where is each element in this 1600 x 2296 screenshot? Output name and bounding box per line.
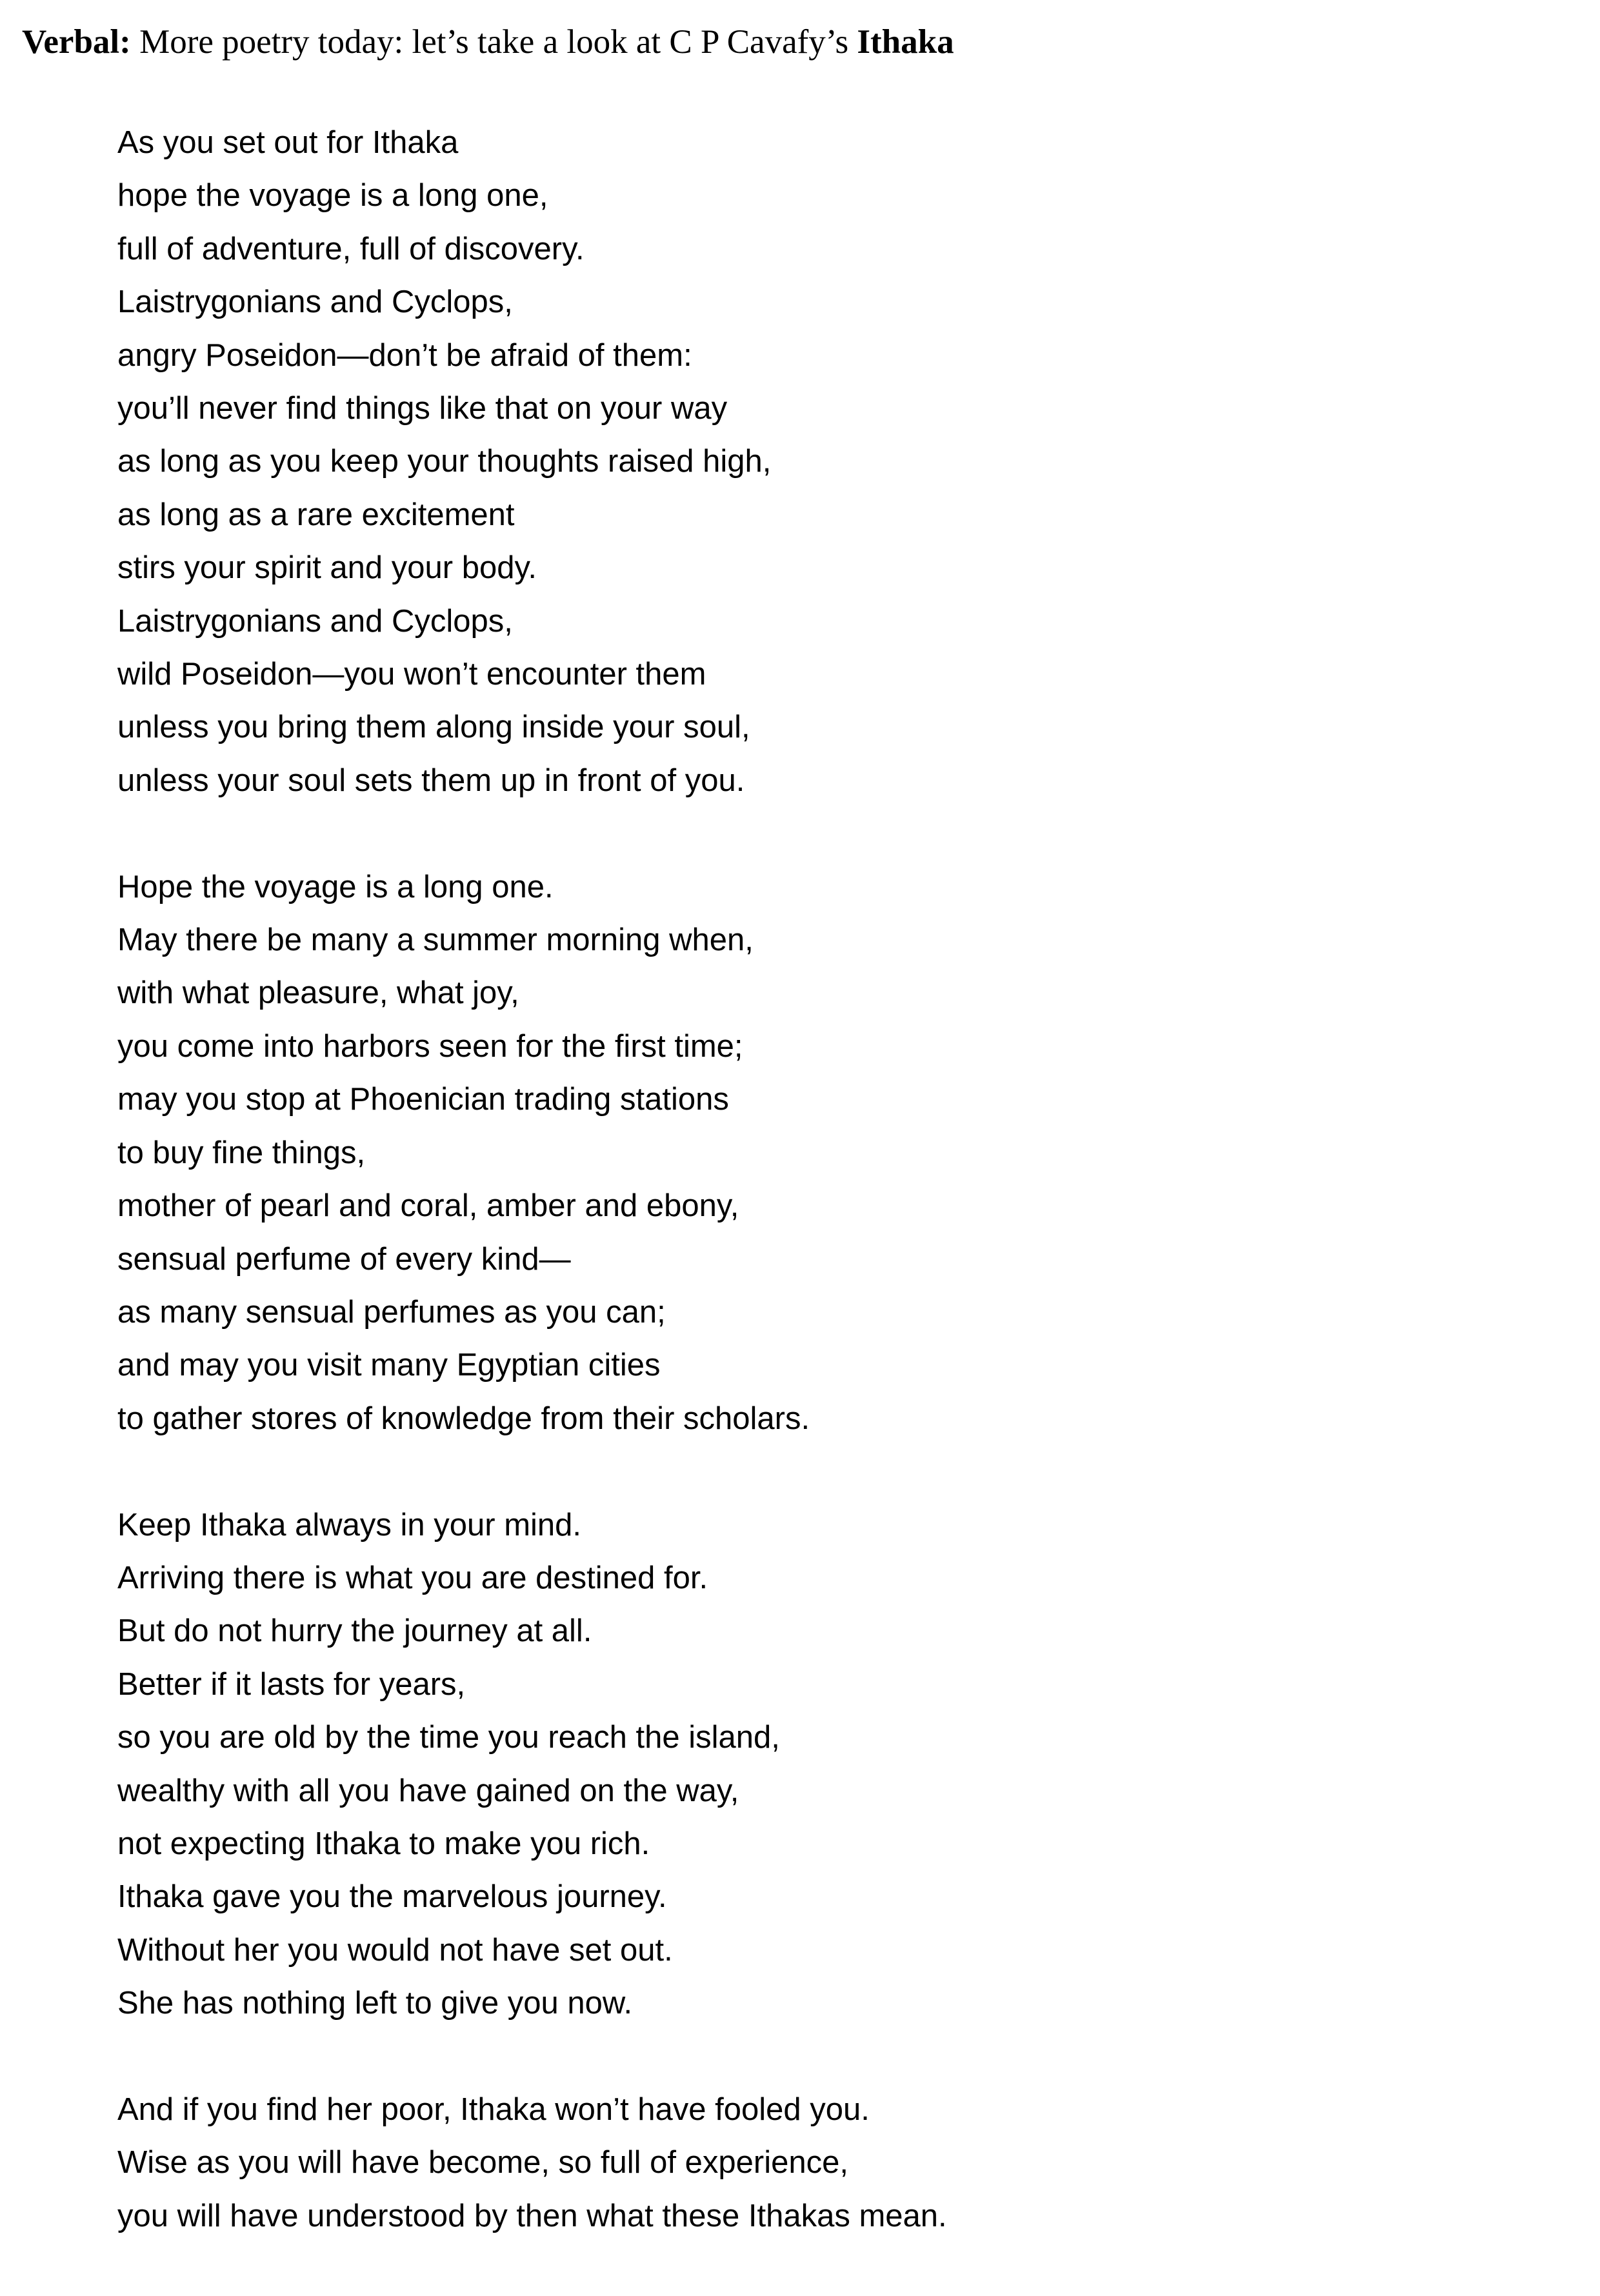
heading-poem-title: Ithaka <box>857 23 954 61</box>
heading-intro: More poetry today: let’s take a look at <box>139 23 661 61</box>
poem-line: May there be many a summer morning when, <box>117 923 754 958</box>
poem-line: as many sensual perfumes as you can; <box>117 1294 666 1330</box>
poem-line: not expecting Ithaka to make you rich. <box>117 1826 650 1861</box>
poem-line: stirs your spirit and your body. <box>117 550 537 586</box>
poem-line: And if you find her poor, Ithaka won’t have fooled you. <box>117 2091 870 2127</box>
poem-line: you will have understood by then what these Ithakas mean. <box>117 2198 947 2233</box>
poem-line: Wise as you will have become, so full of experience, <box>117 2145 848 2181</box>
poem-line: may you stop at Phoenician trading stations <box>117 1082 729 1117</box>
poem-line: you’ll never find things like that on your way <box>117 391 728 426</box>
poem-line: and may you visit many Egyptian cities <box>117 1348 661 1383</box>
poem-line: Better if it lasts for years, <box>117 1666 466 1702</box>
page-heading <box>22 18 954 66</box>
poem-line: Arriving there is what you are destined for. <box>117 1560 708 1595</box>
poem-line: mother of pearl and coral, amber and ebony, <box>117 1188 739 1224</box>
poem-line: But do not hurry the journey at all. <box>117 1613 592 1649</box>
poem-stanza <box>117 1499 1537 2030</box>
poem-line: Laistrygonians and Cyclops, <box>117 603 513 639</box>
poem-line: wild Poseidon—you won’t encounter them <box>117 657 706 692</box>
poem-stanza <box>117 2083 1537 2242</box>
heading-author: C P Cavafy’s <box>669 23 849 61</box>
poem-line: Laistrygonians and Cyclops, <box>117 285 513 320</box>
heading-label: Verbal: <box>22 23 131 61</box>
poem-line: as long as a rare excitement <box>117 497 515 532</box>
poem-line: wealthy with all you have gained on the way, <box>117 1773 739 1808</box>
poem-line: so you are old by the time you reach the island, <box>117 1720 780 1755</box>
poem-line: sensual perfume of every kind— <box>117 1241 571 1277</box>
poem-line: angry Poseidon—don’t be afraid of them: <box>117 337 692 373</box>
poem-stanza <box>117 861 1537 1445</box>
poem-body <box>117 116 1537 2296</box>
poem-line: As you set out for Ithaka <box>117 125 459 160</box>
poem-line: as long as you keep your thoughts raised high, <box>117 444 772 479</box>
poem-line: full of adventure, full of discovery. <box>117 231 585 266</box>
poem-line: to buy fine things, <box>117 1135 366 1170</box>
poem-stanza <box>117 116 1537 807</box>
poem-line: She has nothing left to give you now. <box>117 1986 633 2021</box>
poem-line: unless you bring them along inside your soul, <box>117 710 750 745</box>
poem-line: unless your soul sets them up in front of you. <box>117 763 745 798</box>
poem-line: hope the voyage is a long one, <box>117 178 548 214</box>
poem-line: to gather stores of knowledge from their scholars. <box>117 1401 810 1436</box>
poem-line: Without her you would not have set out. <box>117 1932 673 1968</box>
poem-line: Hope the voyage is a long one. <box>117 869 554 904</box>
poem-line: Ithaka gave you the marvelous journey. <box>117 1879 667 1915</box>
poem-line: Keep Ithaka always in your mind. <box>117 1507 582 1542</box>
poem-line: you come into harbors seen for the first time; <box>117 1028 743 1064</box>
poem-line: with what pleasure, what joy, <box>117 975 519 1011</box>
